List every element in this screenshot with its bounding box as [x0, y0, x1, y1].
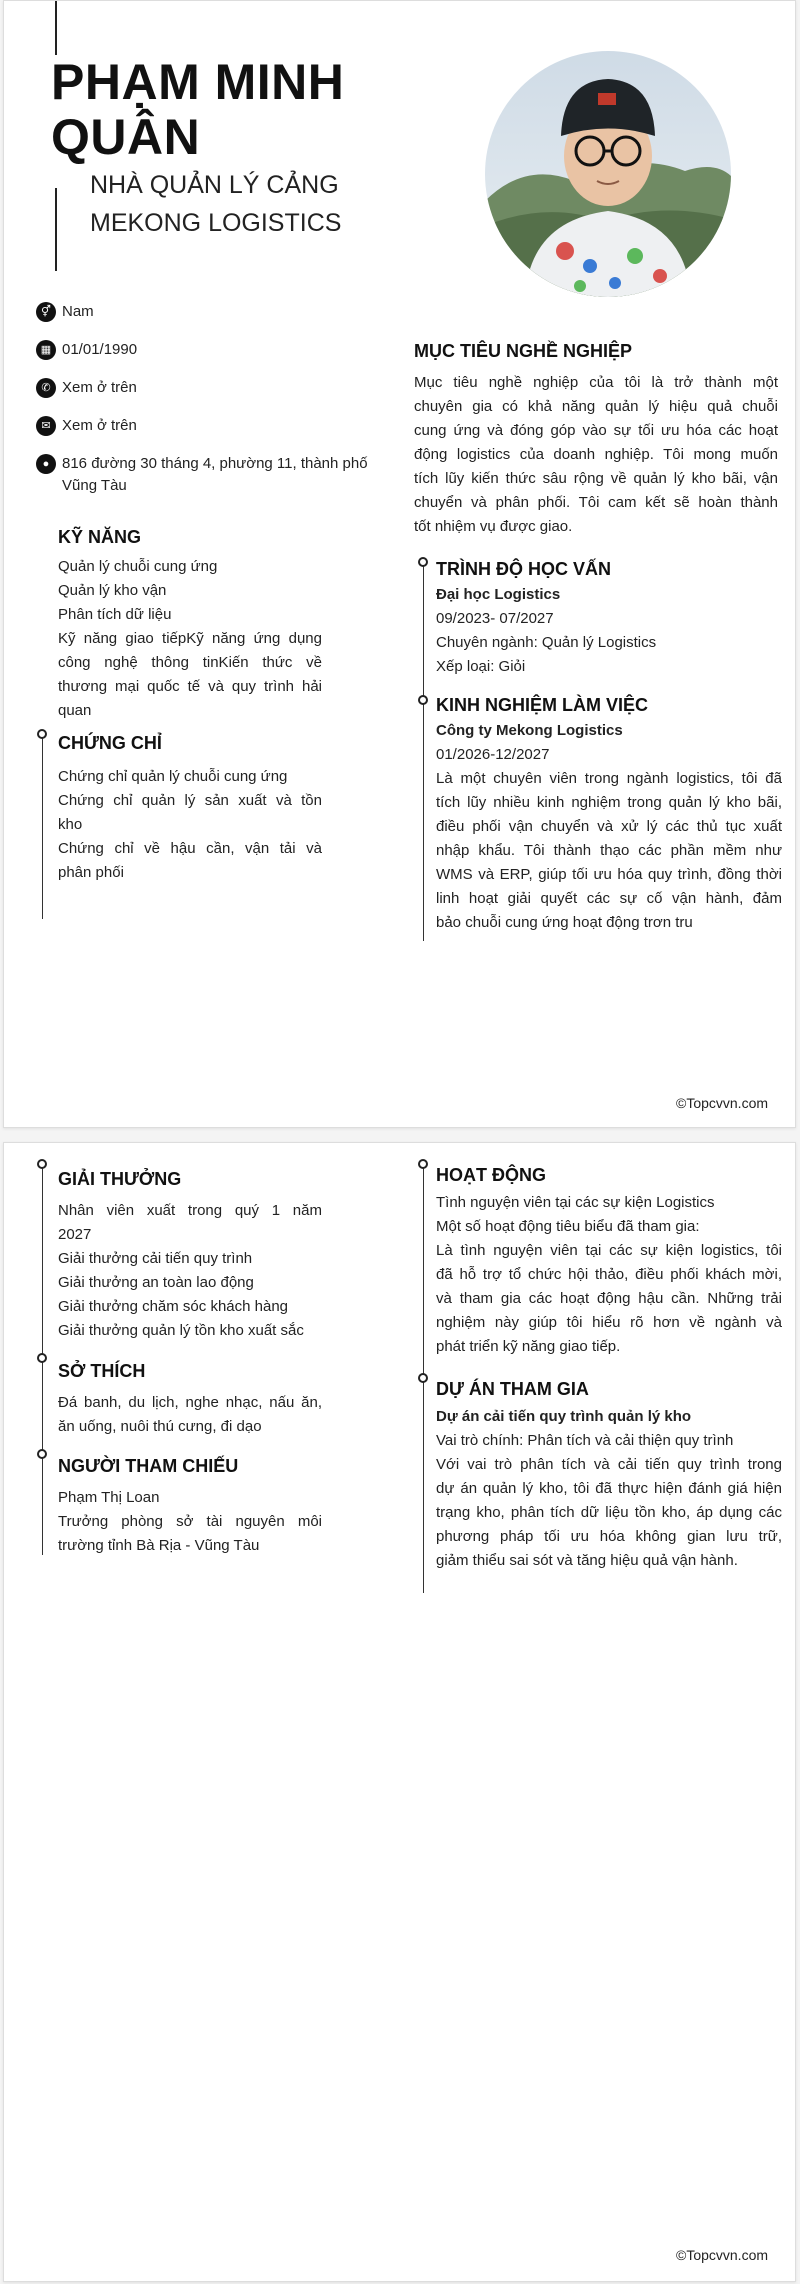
experience-title: KINH NGHIỆM LÀM VIỆC — [436, 695, 649, 715]
birthday-row: ▦ 01/01/1990 — [36, 339, 396, 361]
projects-section — [436, 1377, 782, 1573]
page-footer: ©Topcvvn.com — [676, 2247, 769, 2263]
timeline-dot — [37, 1449, 47, 1459]
company-name: Công ty Mekong Logistics — [436, 722, 623, 739]
award-item: Giải thưởng chăm sóc khách hàng — [58, 1298, 289, 1315]
school-name: Đại học Logistics — [436, 586, 561, 603]
experience-description: Là một chuyên viên trong ngành logistics, tôi đã tích lũy nhiều kinh nghiệm trong quản lý kho bãi, điều phối vận chuyển và xử lý các thủ tục xuất nhập khẩu. Tôi thành thạo các phần mềm như WMS và ERP, giúp tối ưu hóa quy trình, đồng thời linh hoạt giải quyết các sự cố vận hành, đảm bảo chuỗi cung ứng hoạt động trơn tru — [436, 770, 782, 931]
award-item: Giải thưởng cải tiến quy trình — [58, 1250, 253, 1267]
skill-item: Phân tích dữ liệu — [58, 606, 172, 623]
calendar-icon: ▦ — [36, 340, 56, 360]
reference-name: Phạm Thị Loan — [58, 1489, 160, 1506]
education-major: Chuyên ngành: Quản lý Logistics — [436, 634, 657, 651]
certificate-item: Chứng chỉ quản lý sản xuất và tồn kho — [58, 792, 322, 833]
objective-title: MỤC TIÊU NGHỀ NGHIỆP — [414, 341, 633, 361]
cv-page-2 — [3, 1142, 796, 2282]
education-grade: Xếp loại: Giỏi — [436, 658, 526, 675]
skill-item: Kỹ năng giao tiếpKỹ năng ứng dụng công nghệ thông tinKiến thức về thương mại quốc tế và quy trình hải quan — [58, 630, 322, 719]
education-period: 09/2023- 07/2027 — [436, 610, 554, 627]
project-name: Dự án cải tiến quy trình quản lý kho — [436, 1408, 692, 1425]
activity-description: Là tình nguyện viên tại các sự kiện logistics, tôi đã hỗ trợ tổ chức hội thảo, điều phối khách mời, và tham gia các hoạt động hậu cần. Những trải nghiệm này giúp tôi hiểu rõ hơn về ngành và phát triển kỹ năng giao tiếp. — [436, 1242, 782, 1355]
activity-role: Tình nguyện viên tại các sự kiện Logistics — [436, 1194, 715, 1211]
phone-icon: ✆ — [36, 378, 56, 398]
projects-title: DỰ ÁN THAM GIA — [436, 1379, 589, 1399]
candidate-name: PHẠM MINH QUÂN — [51, 54, 345, 165]
timeline-dot — [418, 557, 428, 567]
hobbies-title: SỞ THÍCH — [58, 1361, 146, 1381]
email-row: ✉ Xem ở trên — [36, 415, 396, 437]
objective-section — [414, 339, 778, 539]
address-row: ● 816 đường 30 tháng 4, phường 11, thành phố Vũng Tàu — [36, 453, 396, 497]
certificates-title: CHỨNG CHỈ — [58, 733, 162, 753]
project-description: Với vai trò phân tích và cải tiến quy trình trong dự án quản lý kho, tôi đã thực hiện đánh giá hiện trạng kho, phân tích dữ liệu tồn kho, áp dụng các phương pháp tối ưu hóa không gian lưu trữ, giảm thiểu sai sót và tăng hiệu quả vận hành. — [436, 1456, 782, 1569]
timeline-dot — [418, 1159, 428, 1169]
skills-section — [58, 525, 322, 723]
award-item: Giải thưởng quản lý tồn kho xuất sắc — [58, 1322, 304, 1339]
cv-page-1 — [3, 0, 796, 1128]
activities-title: HOẠT ĐỘNG — [436, 1165, 546, 1185]
project-role: Vai trò chính: Phân tích và cải thiện quy trình — [436, 1432, 734, 1449]
references-title: NGƯỜI THAM CHIẾU — [58, 1456, 239, 1476]
location-pin-icon: ● — [36, 454, 56, 474]
certificate-item: Chứng chỉ về hậu cần, vận tải và phân phối — [58, 840, 322, 881]
skills-title: KỸ NĂNG — [58, 527, 142, 547]
award-item: Giải thưởng an toàn lao động — [58, 1274, 254, 1291]
experience-section — [436, 693, 782, 935]
email-icon: ✉ — [36, 416, 56, 436]
hobbies-section: SỞ THÍCH Đá banh, du lịch, nghe nhạc, nấu ăn, ăn uống, nuôi thú cưng, đi dạo — [58, 1361, 322, 1435]
education-title: TRÌNH ĐỘ HỌC VẤN — [436, 559, 611, 579]
activities-section — [436, 1163, 782, 1359]
awards-title: GIẢI THƯỞNG — [58, 1169, 182, 1189]
timeline-dot — [418, 1373, 428, 1383]
timeline-dot — [37, 1159, 47, 1169]
certificates-section — [58, 731, 322, 885]
job-title: NHÀ QUẢN LÝ CẢNG MEKONG LOGISTICS — [90, 171, 342, 237]
skill-item: Quản lý chuỗi cung ứng — [58, 558, 218, 575]
certificate-item: Chứng chỉ quản lý chuỗi cung ứng — [58, 768, 288, 785]
awards-section — [58, 1167, 322, 1343]
activity-intro: Một số hoạt động tiêu biểu đã tham gia: — [436, 1218, 700, 1235]
decorative-line — [55, 1, 57, 55]
timeline-line — [423, 563, 424, 941]
gender-row: ⚥ Nam — [36, 301, 396, 323]
page-footer: ©Topcvvn.com — [676, 1095, 769, 1111]
gender-icon: ⚥ — [36, 302, 56, 322]
phone-row: ✆ Xem ở trên — [36, 377, 396, 399]
award-item: Nhân viên xuất trong quý 1 năm 2027 — [58, 1202, 322, 1243]
timeline-line — [42, 737, 43, 919]
decorative-line — [55, 188, 57, 271]
objective-text: Mục tiêu nghề nghiệp của tôi là trở thành một chuyên gia có khả năng quản lý hiệu quả chuỗi cung ứng và đóng góp vào sự tối ưu hóa các hoạt động logistics của doanh nghiệp. Tôi mong muốn tích lũy kiến thức sâu rộng về quản lý kho bãi, vận chuyển và phân phối. Tôi cam kết sẽ hoàn thành tốt nhiệm vụ được giao. — [414, 374, 778, 535]
timeline-dot — [418, 695, 428, 705]
experience-period: 01/2026-12/2027 — [436, 746, 550, 763]
avatar-photo — [485, 51, 731, 297]
timeline-dot — [37, 729, 47, 739]
education-section — [436, 557, 782, 679]
timeline-dot — [37, 1353, 47, 1363]
references-section: NGƯỜI THAM CHIẾU Phạm Thị Loan Trưởng phòng sở tài nguyên môi trường tỉnh Bà Rịa - Vũng Tàu — [58, 1456, 322, 1554]
skill-item: Quản lý kho vận — [58, 582, 167, 599]
